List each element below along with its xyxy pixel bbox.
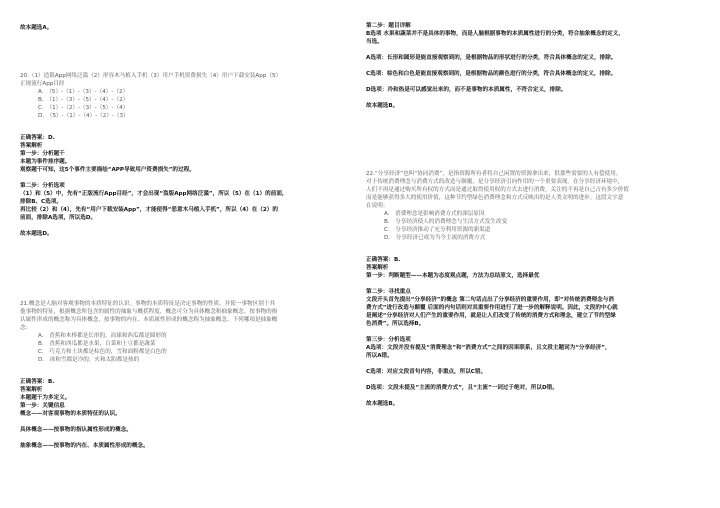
option-b: B. 分享经济使人的消费理念与生活方式发生改变 — [384, 219, 508, 225]
option-b: B. （1）-（3）-（5）-（4）-（2） — [38, 97, 129, 103]
analysis-line: 答案解析 — [366, 265, 389, 271]
question-20 — [20, 72, 360, 238]
question-stem: 22.“分享经济”也叫“协同消费”，是指资源所有者将自己闲置的资源拿出来，供那些需要的人有偿使用。 — [366, 171, 622, 177]
analysis-line: A选项：长形和圆形是能直接观察到的，是根据物品的形状进行的分类，符合具体概念的定义，排除。 — [366, 55, 617, 61]
analysis-line: 观察题干可知，这5个事件主要描绘“APP导致用户资费损失”的过程。 — [20, 167, 195, 173]
question-stem: 而是能够获得多大的使用价值，这种节约型绿色消费理念和方式反映出的是人类文明的进步。这段文字意 — [366, 195, 624, 201]
analysis-line: 答案解析 — [20, 143, 43, 149]
analysis-line: 色消费”。所以选择B。 — [366, 321, 425, 327]
analysis-line: 本题为事件排序题。 — [20, 159, 71, 165]
question-stem: 21.概念是人脑对客观事物的本质特征的认识。事物的本质特征是决定事物的性质、并使一事物区别于其 — [20, 301, 276, 307]
analysis-line: 前面，排除A选项，所以选D。 — [20, 215, 97, 221]
option-a: A. 香蕉和木棒都是长形的，而球和西瓜都是圆形的 — [38, 333, 167, 339]
left-top-answer — [20, 24, 360, 32]
option-d: D. （5）-（1）-（4）-（2）-（3） — [38, 113, 129, 119]
analysis-line — [366, 360, 706, 368]
question-stem: 对于传统消费理念与消费方式的改造与颠覆，是分享经济引向作用的一个重要表现。在分享经济环境中， — [366, 179, 624, 185]
analysis-line: B选项 水果和蔬菜并不是具体的事物，而是人脑根据事物的本质属性进行的分类，符合抽象概念的定义， — [366, 31, 624, 37]
analysis-line: D选项：冷和热是可以感觉出来的，而不是事物的本质属性，不符合定义，排除。 — [366, 87, 567, 93]
option-c: C. （1）-（2）-（3）-（5）-（4） — [38, 105, 129, 111]
analysis-line: 故本题选B。 — [366, 401, 399, 407]
analysis-line — [366, 280, 706, 288]
analysis-line — [20, 222, 360, 230]
question-22 — [366, 170, 706, 408]
analysis-line: 第一步：判断题型——本题为态度观点题，方法为总结原文，选择最优 — [366, 273, 540, 279]
correct-answer: 正确答案：B. — [366, 257, 401, 263]
analysis-line: A选项：文段并没有提及“消费理念”和“消费方式”之间的因果联系，且文段主题词为“分享经济”， — [366, 345, 611, 351]
option-c: C. 巧克力和土块都是棕色的，雪和面粉都是白色的 — [38, 349, 167, 355]
option-d: D. 分享经济已成为当今主流的消费方式 — [384, 235, 486, 241]
analysis-line — [20, 434, 360, 442]
analysis-line: 具体概念——按事物的指认属性形成的概念。 — [20, 427, 132, 433]
analysis-line: 第二步：分析选项 — [20, 183, 65, 189]
analysis-line — [366, 392, 706, 400]
analysis-line: 当选。 — [366, 39, 383, 45]
question-stem: 念： — [20, 325, 32, 331]
analysis-line: 再比较（2）和（4），先有“用户下载安装App”，才能使得“恶意木马植入手机”，所以（4）在（2）的 — [20, 207, 278, 213]
analysis-line: 本题题干为多定义。 — [20, 395, 71, 401]
analysis-line — [366, 94, 706, 102]
analysis-line — [20, 174, 360, 182]
option-a: A. （5）-（1）-（3）-（4）-（2） — [38, 89, 129, 95]
analysis-line: 答案解析 — [20, 387, 43, 393]
analysis-line: 故本题选B。 — [366, 103, 399, 109]
analysis-line — [366, 328, 706, 336]
question-stem: 20.（1）造银App网络泛滥（2）形容木马植入手机（3）用户手机资费损失（4）用户下载安装App（5） — [20, 73, 282, 79]
question-stem: 在说明： — [366, 203, 389, 209]
analysis-line: 故本题选D。 — [20, 231, 53, 237]
q21-continued — [366, 22, 706, 110]
analysis-line: 文段开头首先提出“分享经济”的概念 第二句话点出了分享经济的重要作用，即“对传统消费理念与消 — [366, 297, 614, 303]
question-stem: 他事物的特征，根据概念所包含的属性的抽象与概括程度，概念可分为具体概念和抽象概念。按事物的指 — [20, 309, 278, 315]
analysis-line: 第二步：寻找重点 — [366, 289, 411, 295]
analysis-line: C选项：棕色和白色是能直接观察到的，是根据物品的颜色进行的分类，符合具体概念的定义，排除。 — [366, 71, 617, 77]
analysis-line: 第三步：分析选项 — [366, 337, 411, 343]
analysis-line: 第一步：关键信息 — [20, 403, 65, 409]
question-21 — [20, 300, 360, 450]
analysis-line — [366, 62, 706, 70]
analysis-line: 是阐述“分享经济对人们产生的重要作用，就是让人们改变了传统的消费方式和理念，建立了节约型绿 — [366, 313, 616, 319]
question-stem: 人们不再是通过购买所有权的方式而是通过取得使用权的方式去进行消费，关注的不再是自己占有多少价值 — [366, 187, 629, 193]
correct-answer: 正确答案：D. — [20, 135, 55, 141]
analysis-line: 第一步：分析题干 — [20, 151, 65, 157]
analysis-line: D选项：文段未提及“主流的消费方式”，且“主流”一词过于绝对，所以D错。 — [366, 385, 558, 391]
analysis-line: 第二步：题目详解 — [366, 23, 411, 29]
answer-line: 故本题选A。 — [20, 25, 53, 31]
analysis-line: 所以A错。 — [366, 353, 393, 359]
correct-answer: 正确答案：B. — [20, 379, 55, 385]
analysis-line — [366, 46, 706, 54]
analysis-line: 排除B、C选项。 — [20, 199, 62, 205]
option-b: B. 香蕉和西瓜都是水果，白菜和土豆都是蔬菜 — [38, 341, 156, 347]
analysis-line — [20, 418, 360, 426]
analysis-line — [366, 78, 706, 86]
analysis-line — [366, 376, 706, 384]
analysis-line: 抽象概念——按事物的内在、本质属性形成的概念。 — [20, 443, 149, 449]
option-c: C. 分享经济推动了充分利用资源的新渠道 — [384, 227, 491, 233]
analysis-line: C选项：对应文段首句内容，非重点，所以C错。 — [366, 369, 487, 375]
analysis-line: 费方式”进行改造与颠覆 后面的内句话则对其重要作用进行了进一步的解释说明。因此，文段的中心就 — [366, 305, 618, 311]
option-a: A. 消费理念是影响消费方式的深层原因 — [384, 211, 485, 217]
analysis-line: （1）和（5）中，先有“正版流行App目经”，才会出现“盗版App网络泛滥”，所以（5）在（1）的前面， — [20, 191, 288, 197]
question-stem: 正规流行App目经 — [20, 81, 65, 87]
option-d: D. 冰和雪都是冷的，火和太阳都是热的 — [38, 357, 140, 363]
question-stem: 认属性形成的概念称为具体概念，按事物的内在、本质属性形成的概念称为抽象概念。下列哪项是抽象概 — [20, 317, 278, 323]
analysis-line: 概念——对客观事物的本质特征的认识。 — [20, 411, 121, 417]
